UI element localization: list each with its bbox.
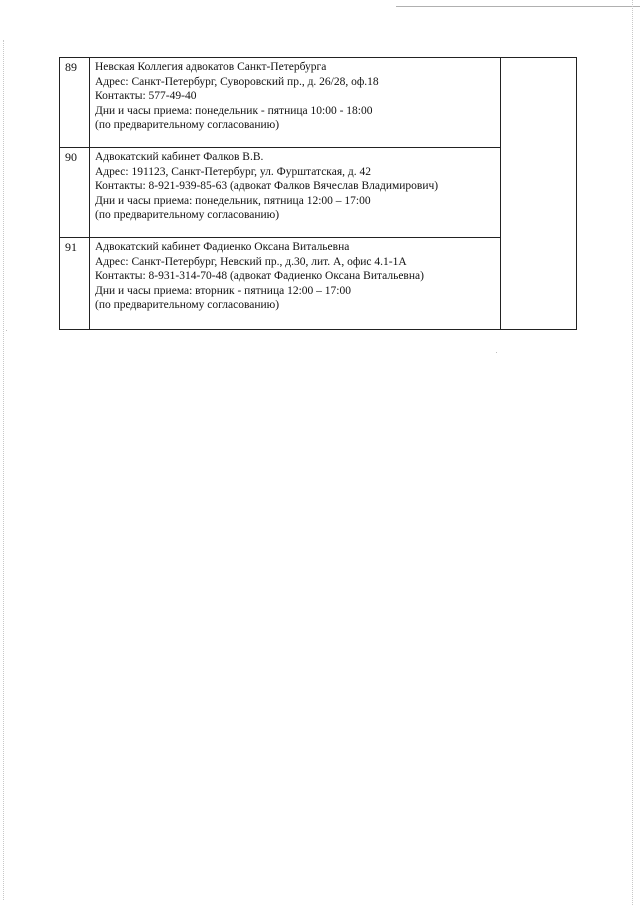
entry-name: Невская Коллегия адвокатов Санкт-Петербурга [95, 61, 327, 73]
entry-note: (по предварительному согласованию) [95, 299, 280, 311]
entry-hours: Дни и часы приема: понедельник, пятница 12:00 – 17:00 [95, 194, 371, 207]
empty-column-cell [501, 58, 577, 330]
entry-address: Адрес: Санкт-Петербург, Невский пр., д.30, лит. А, офис 4.1-1А [95, 255, 407, 268]
entry-note: (по предварительному согласованию) [95, 209, 280, 221]
entry-info [90, 58, 501, 148]
scan-left-edge [3, 40, 5, 900]
table-row [60, 238, 577, 330]
entry-address: Адрес: Санкт-Петербург, Суворовский пр., д. 26/28, оф.18 [95, 75, 379, 88]
entry-contacts: Контакты: 8-931-314-70-48 (адвокат Фадиенко Оксана Витальевна) [95, 270, 424, 282]
lawyers-registry-table [59, 57, 577, 330]
entry-hours: Дни и часы приема: вторник - пятница 12:00 – 17:00 [95, 284, 351, 297]
entry-number: 89 [60, 58, 90, 148]
entry-name: Адвокатский кабинет Фадиенко Оксана Витальевна [95, 241, 350, 253]
scan-speck [6, 330, 7, 331]
entry-contacts: Контакты: 577-49-40 [95, 90, 197, 102]
entry-number: 91 [60, 238, 90, 330]
entry-note: (по предварительному согласованию) [95, 119, 280, 131]
entry-address: Адрес: 191123, Санкт-Петербург, ул. Фурштатская, д. 42 [95, 165, 371, 178]
scan-speck [496, 352, 497, 353]
scan-right-edge [632, 0, 634, 905]
entry-hours: Дни и часы приема: понедельник - пятница 10:00 - 18:00 [95, 104, 373, 117]
scan-edge-line [396, 6, 640, 7]
table-row [60, 148, 577, 238]
entry-info [90, 148, 501, 238]
entry-name: Адвокатский кабинет Фалков В.В. [95, 151, 264, 163]
entry-contacts: Контакты: 8-921-939-85-63 (адвокат Фалков Вячеслав Владимирович) [95, 180, 439, 192]
entry-number: 90 [60, 148, 90, 238]
table-row [60, 58, 577, 148]
entry-info [90, 238, 501, 330]
